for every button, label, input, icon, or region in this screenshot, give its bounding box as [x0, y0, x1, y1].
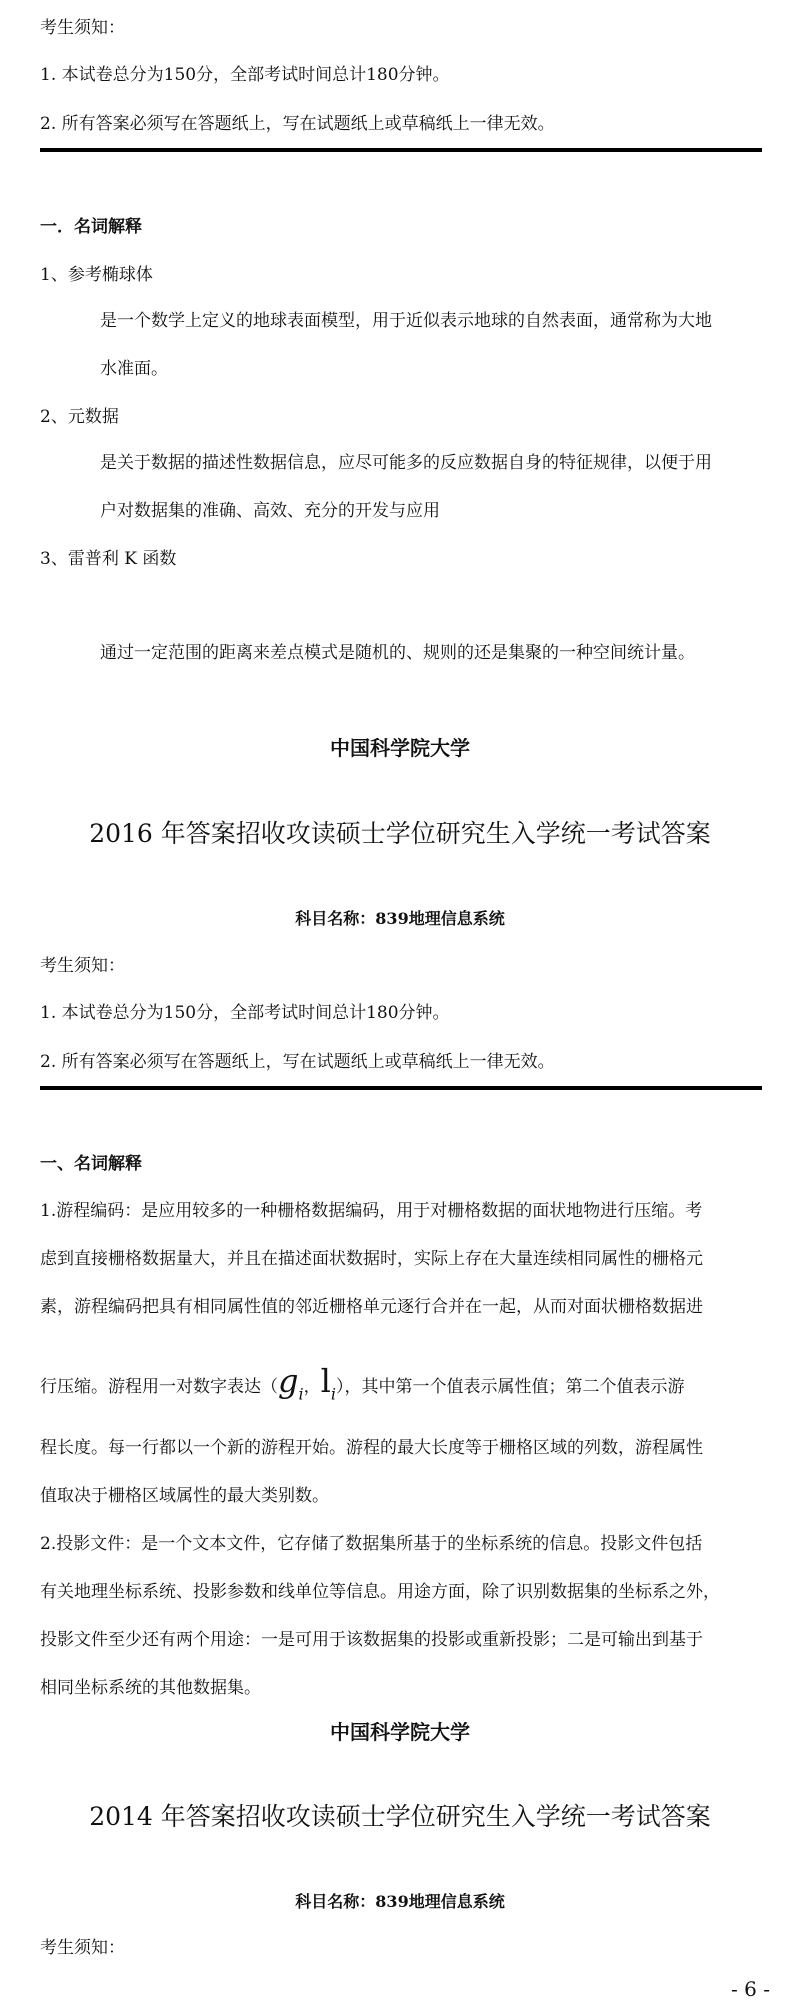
- term-definition: 是关于数据的描述性数据信息，应尽可能多的反应数据自身的特征规律，以便于用: [100, 453, 712, 473]
- notice-title: 考生须知：: [40, 956, 125, 976]
- paragraph-line: 2.投影文件：是一个文本文件，它存储了数据集所基于的坐标系统的信息。投影文件包括: [40, 1534, 703, 1554]
- formula-g: $g_i$: [278, 1362, 304, 1404]
- section-heading: 一、名词解释: [40, 1154, 142, 1174]
- notice-title: 考生须知：: [40, 1938, 125, 1958]
- formula-l: $l_i$: [320, 1362, 336, 1404]
- notice-item: 1. 本试卷总分为150分，全部考试时间总计180分钟。: [40, 1003, 450, 1023]
- divider-rule: [40, 148, 762, 152]
- term-definition: 户对数据集的准确、高效、充分的开发与应用: [100, 501, 440, 521]
- notice-title: 考生须知：: [40, 18, 125, 38]
- paragraph-text: 行压缩。游程用一对数字表达（: [40, 1377, 278, 1397]
- exam-title: 2014 年答案招收攻读硕士学位研究生入学统一考试答案: [89, 1802, 711, 1831]
- subject-name: 科目名称：839地理信息系统: [295, 909, 505, 928]
- paragraph-line: 1.游程编码：是应用较多的一种栅格数据编码，用于对栅格数据的面状地物进行压缩。考: [40, 1201, 703, 1221]
- subject-name: 科目名称：839地理信息系统: [295, 1892, 505, 1911]
- paragraph-line: 程长度。每一行都以一个新的游程开始。游程的最大长度等于栅格区域的列数，游程属性: [40, 1438, 703, 1458]
- term-title: 1、参考椭球体: [40, 265, 153, 285]
- notice-item: 1. 本试卷总分为150分，全部考试时间总计180分钟。: [40, 65, 450, 85]
- paragraph-line: 投影文件至少还有两个用途：一是可用于该数据集的投影或重新投影；二是可输出到基于: [40, 1630, 703, 1650]
- divider-rule: [40, 1086, 762, 1090]
- term-title: 3、雷普利 K 函数: [40, 549, 177, 569]
- section-heading: 一．名词解释: [40, 217, 142, 237]
- term-title: 2、元数据: [40, 407, 119, 427]
- exam-title: 2016 年答案招收攻读硕士学位研究生入学统一考试答案: [89, 819, 711, 848]
- term-definition: 通过一定范围的距离来差点模式是随机的、规则的还是集聚的一种空间统计量。: [100, 643, 695, 663]
- page-number: - 6 -: [731, 1977, 770, 2001]
- paragraph-line: 相同坐标系统的其他数据集。: [40, 1678, 261, 1698]
- paragraph-line: 虑到直接栅格数据量大，并且在描述面状数据时，实际上存在大量连续相同属性的栅格元: [40, 1249, 703, 1269]
- paragraph-text: ），其中第一个值表示属性值；第二个值表示游: [335, 1377, 685, 1397]
- term-definition: 是一个数学上定义的地球表面模型，用于近似表示地球的自然表面，通常称为大地: [100, 311, 712, 331]
- school-name: 中国科学院大学: [330, 1720, 470, 1744]
- term-definition: 水准面。: [100, 359, 168, 379]
- paragraph-line: 值取决于栅格区域属性的最大类别数。: [40, 1486, 329, 1506]
- school-name: 中国科学院大学: [330, 736, 470, 760]
- formula-comma: ，: [303, 1377, 321, 1397]
- notice-item: 2. 所有答案必须写在答题纸上，写在试题纸上或草稿纸上一律无效。: [40, 114, 555, 134]
- paragraph-line: 素，游程编码把具有相同属性值的邻近栅格单元逐行合并在一起，从而对面状栅格数据进: [40, 1297, 703, 1317]
- notice-item: 2. 所有答案必须写在答题纸上，写在试题纸上或草稿纸上一律无效。: [40, 1052, 555, 1072]
- formula-line: [40, 1364, 684, 1411]
- paragraph-line: 有关地理坐标系统、投影参数和线单位等信息。用途方面，除了识别数据集的坐标系之外，: [40, 1582, 720, 1602]
